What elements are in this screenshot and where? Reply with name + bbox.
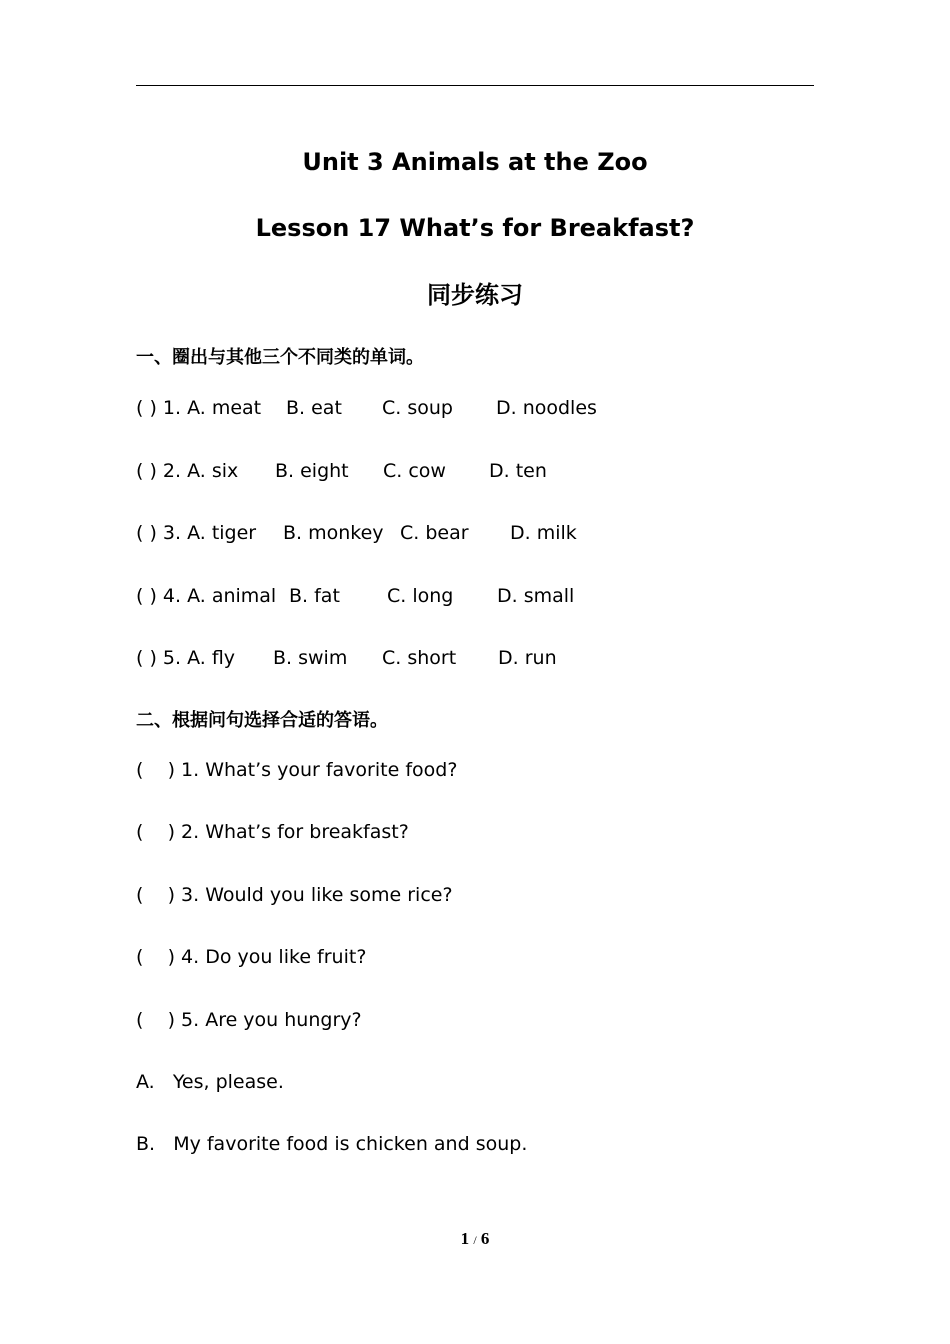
mc-question-4-prefix: ( ) 4. A. animal (136, 585, 277, 607)
mc-question-1-prefix: ( ) 1. A. meat (136, 397, 262, 419)
mc-question-5-prefix: ( ) 5. A. fly (136, 647, 236, 669)
mc-question-3-option-c: C. bear (400, 522, 469, 544)
mc-question-1-option-c: C. soup (382, 397, 453, 419)
match-question-5: ( ) 5. Are you hungry? (136, 1009, 362, 1031)
mc-question-4-option-d: D. small (497, 585, 575, 607)
lesson-title: Lesson 17 What’s for Breakfast? (255, 214, 695, 242)
page-number (0, 1228, 950, 1251)
mc-question-5-option-c: C. short (382, 647, 457, 669)
section-1-heading: 一、圈出与其他三个不同类的单词。 (136, 347, 424, 368)
mc-question-5-option-b: B. swim (273, 647, 348, 669)
mc-question-1-option-b: B. eat (286, 397, 342, 419)
mc-question-4-option-b: B. fat (289, 585, 340, 607)
match-question-2: ( ) 2. What’s for breakfast? (136, 821, 409, 843)
mc-question-3-prefix: ( ) 3. A. tiger (136, 522, 257, 544)
answer-option-a: A. Yes, please. (136, 1071, 284, 1093)
mc-question-2-prefix: ( ) 2. A. six (136, 460, 239, 482)
match-question-3: ( ) 3. Would you like some rice? (136, 884, 453, 906)
match-question-4: ( ) 4. Do you like fruit? (136, 946, 367, 968)
mc-question-3-option-d: D. milk (510, 522, 577, 544)
mc-question-2-option-b: B. eight (275, 460, 349, 482)
unit-title: Unit 3 Animals at the Zoo (302, 148, 648, 176)
subtitle: 同步练习 (427, 281, 523, 309)
mc-question-3-option-b: B. monkey (283, 522, 384, 544)
answer-option-b: B. My favorite food is chicken and soup. (136, 1133, 528, 1155)
total-pages: 6 (480, 1229, 490, 1248)
match-question-1: ( ) 1. What’s your favorite food? (136, 759, 458, 781)
mc-question-5-option-d: D. run (498, 647, 557, 669)
mc-question-1-option-d: D. noodles (496, 397, 597, 419)
mc-question-2-option-c: C. cow (383, 460, 446, 482)
mc-question-2-option-d: D. ten (489, 460, 547, 482)
current-page: 1 (460, 1229, 470, 1248)
mc-question-4-option-c: C. long (387, 585, 454, 607)
section-2-heading: 二、根据问句选择合适的答语。 (136, 710, 388, 731)
header-rule (136, 85, 814, 86)
page-separator: / (473, 1233, 477, 1247)
